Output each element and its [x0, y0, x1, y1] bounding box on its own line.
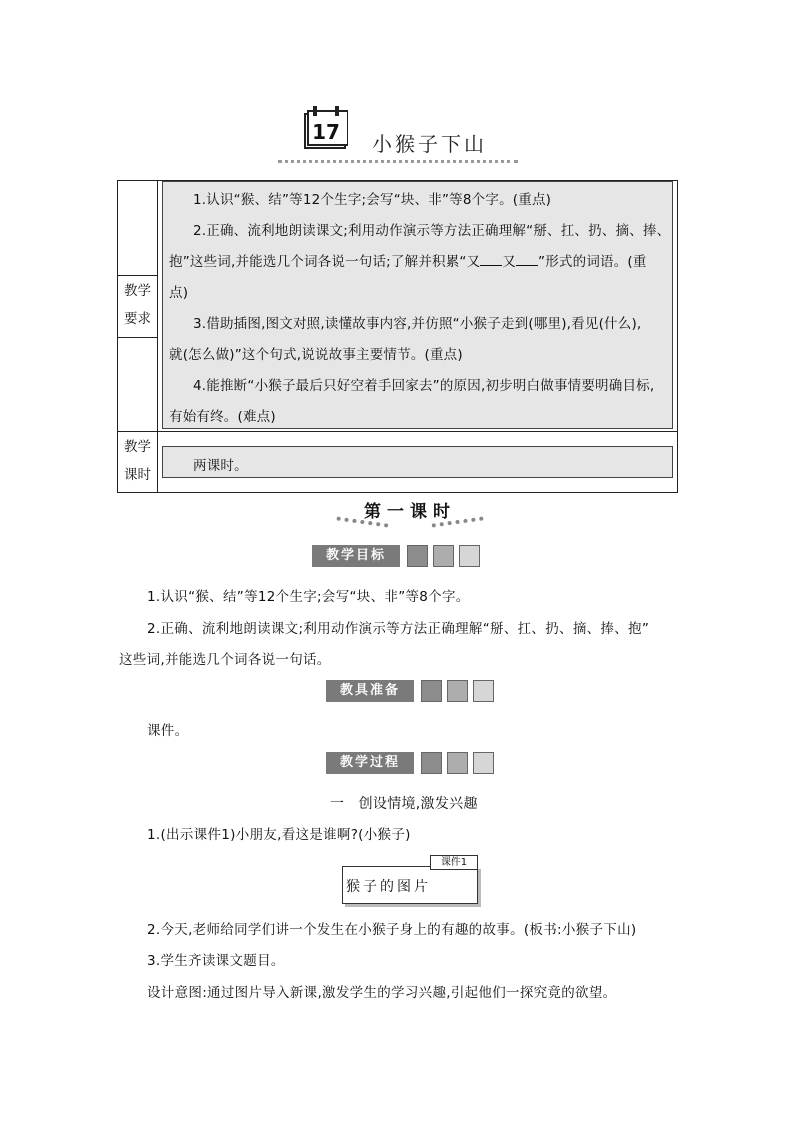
courseware-text: 猴子的图片 — [346, 879, 431, 895]
requirement-line: 1.认识“猴、结”等12个生字;会写“块、非”等8个字。(重点) — [193, 192, 552, 208]
requirements-table — [117, 180, 678, 493]
decor-square — [433, 545, 454, 567]
requirement-line: 就(怎么做)”这个句式,说说故事主要情节。(重点) — [169, 347, 463, 363]
objective-line: 2.正确、流利地朗读课文;利用动作演示等方法正确理解“掰、扛、扔、摘、捧、抱” — [147, 621, 650, 637]
class-hours-content — [162, 446, 673, 478]
lesson-number: 17 — [312, 120, 340, 144]
requirements-content — [162, 181, 673, 429]
decor-square — [459, 545, 480, 567]
requirement-line: 点) — [169, 285, 189, 301]
header-divider — [278, 160, 518, 163]
materials-text: 课件。 — [147, 723, 189, 739]
materials-badge: 教具准备 — [326, 680, 414, 702]
decor-square — [447, 752, 468, 774]
lesson-header — [270, 104, 520, 164]
lesson-title: 小猴子下山 — [372, 132, 487, 156]
period-heading — [330, 497, 490, 533]
courseware-tab: 课件1 — [430, 855, 478, 870]
process-badge: 教学过程 — [326, 752, 414, 774]
requirement-line: 3.借助插图,图文对照,读懂故事内容,并仿照“小猴子走到(哪里),看见(什么), — [193, 316, 642, 332]
process-step: 2.今天,老师给同学们讲一个发生在小猴子身上的有趣的故事。(板书:小猴子下山) — [147, 922, 637, 938]
requirement-line: 抱”这些词,并能选几个词各说一句话;了解并积累“又 又 ”形式的词语。(重 — [169, 254, 647, 270]
objectives-badge: 教学目标 — [312, 545, 400, 567]
decor-square — [407, 545, 428, 567]
objective-line: 1.认识“猴、结”等12个生字;会写“块、非”等8个字。 — [147, 589, 470, 605]
process-step: 3.学生齐读课文题目。 — [147, 953, 285, 969]
table-divider — [118, 275, 157, 276]
period-title: 第一课时 — [364, 502, 456, 522]
requirement-line: 4.能推断“小猴子最后只好空着手回家去”的原因,初步明白做事情要明确目标, — [193, 378, 655, 394]
class-hours-value: 两课时。 — [193, 458, 248, 474]
requirements-label: 教学 要求 — [124, 283, 151, 327]
decor-square — [421, 680, 442, 702]
process-step: 1.(出示课件1)小朋友,看这是谁啊?(小猴子) — [147, 827, 411, 843]
requirement-line: 2.正确、流利地朗读课文;利用动作演示等方法正确理解“掰、扛、扔、摘、捧、 — [193, 223, 671, 239]
table-divider — [118, 337, 157, 338]
decor-square — [473, 752, 494, 774]
decor-square — [421, 752, 442, 774]
requirement-line: 有始有终。(难点) — [169, 409, 276, 425]
objective-line: 这些词,并能选几个词各说一句话。 — [119, 652, 331, 668]
decor-square — [447, 680, 468, 702]
decor-square — [473, 680, 494, 702]
class-hours-label: 教学 课时 — [124, 439, 151, 483]
table-divider — [118, 431, 677, 432]
design-intent: 设计意图:通过图片导入新课,激发学生的学习兴趣,引起他们一探究竟的欲望。 — [147, 985, 617, 1001]
process-subheading: 一 创设情境,激发兴趣 — [330, 796, 478, 812]
